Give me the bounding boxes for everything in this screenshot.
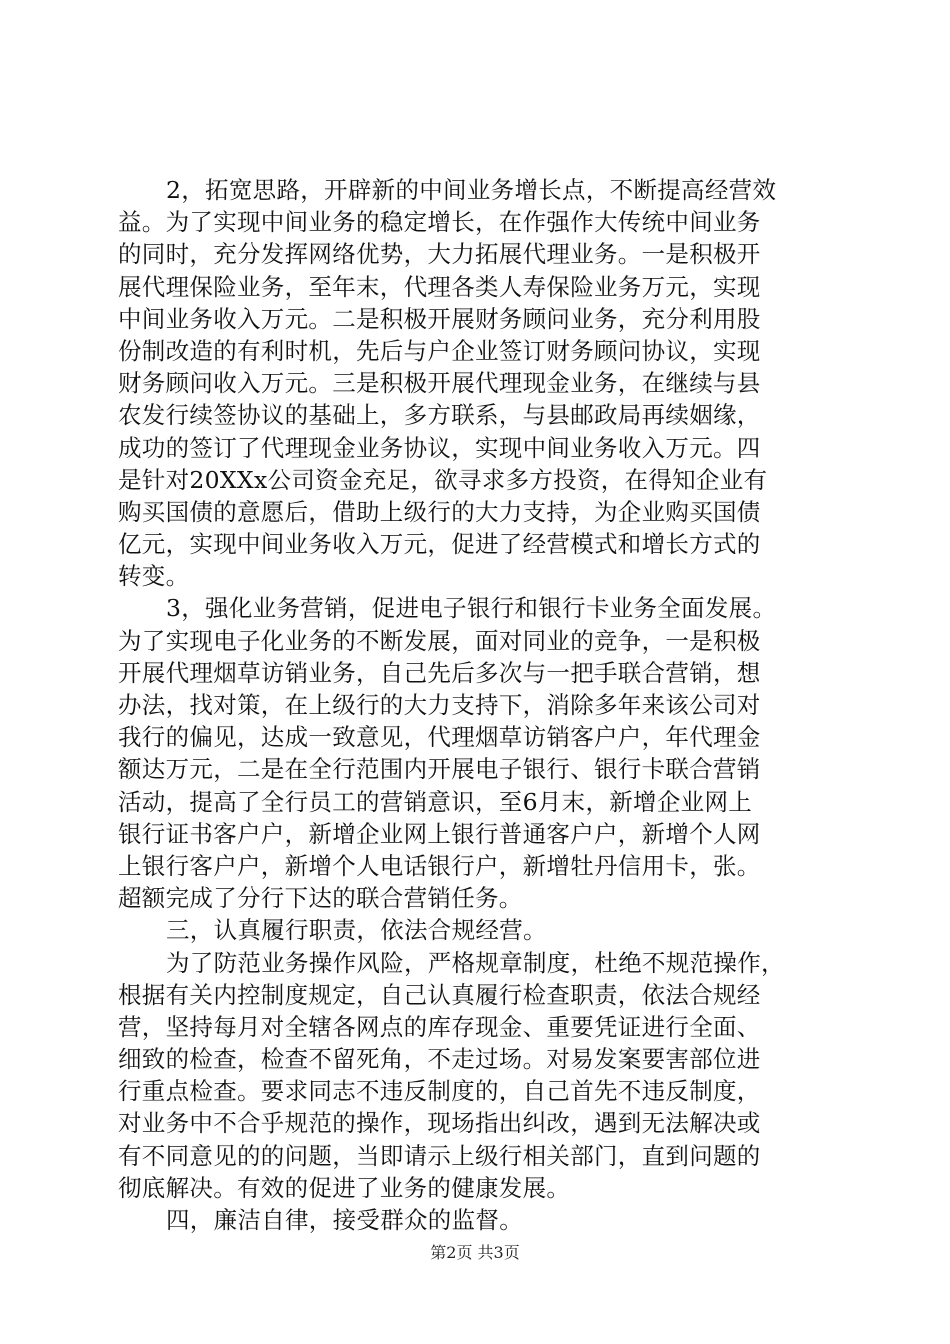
text-line: 行重点检查。要求同志不违反制度的，自己首先不违反制度， <box>118 1077 761 1106</box>
text-line: 办法，找对策，在上级行的大力支持下，消除多年来该公司对 <box>118 691 761 719</box>
text-line: 农发行续签协议的基础上，多方联系，与县邮政局再续姻缘， <box>118 401 761 430</box>
text-line: 活动，提高了全行员工的营销意识，至6月末，新增企业网上 <box>118 787 753 816</box>
text-line: 是针对20XXx公司资金充足，欲寻求多方投资，在得知企业有 <box>118 465 768 494</box>
text-line: 细致的检查，检查不留死角，不走过场。对易发案要害部位进 <box>118 1045 761 1074</box>
text-line: 银行证书客户户，新增企业网上银行普通客户户，新增个人网 <box>118 819 761 848</box>
text-line: 开展代理烟草访销业务，自己先后多次与一把手联合营销，想 <box>118 658 761 687</box>
text-line: 根据有关内控制度规定，自己认真履行检查职责，依法合规经 <box>118 980 761 1009</box>
text-line: 彻底解决。有效的促进了业务的健康发展。 <box>118 1173 571 1202</box>
text-line: 超额完成了分行下达的联合营销任务。 <box>118 884 523 913</box>
text-line: 有不同意见的的问题，当即请示上级行相关部门，直到问题的 <box>118 1141 761 1170</box>
text-line: 展代理保险业务，至年末，代理各类人寿保险业务万元，实现 <box>118 272 761 301</box>
section-heading: 四，廉洁自律，接受群众的监督。 <box>166 1206 523 1234</box>
text-line: 财务顾问收入万元。三是积极开展代理现金业务，在继续与县 <box>118 369 761 398</box>
text-line: 的同时，充分发挥网络优势，大力拓展代理业务。一是积极开 <box>118 240 761 269</box>
body-text <box>118 174 834 1236</box>
text-line: 营，坚持每月对全辖各网点的库存现金、重要凭证进行全面、 <box>118 1012 761 1041</box>
text-line: 为了防范业务操作风险，严格规章制度，杜绝不规范操作， <box>166 948 785 977</box>
text-line: 我行的偏见，达成一致意见，代理烟草访销客户户，年代理金 <box>118 723 761 752</box>
text-line: 购买国债的意愿后，借助上级行的大力支持，为企业购买国债 <box>118 497 761 526</box>
text-line: 上银行客户户，新增个人电话银行户，新增牡丹信用卡，张。 <box>118 851 761 880</box>
text-line: 份制改造的有利时机，先后与户企业签订财务顾问协议，实现 <box>118 336 761 365</box>
text-line: 成功的签订了代理现金业务协议，实现中间业务收入万元。四 <box>118 433 761 462</box>
text-line: 中间业务收入万元。二是积极开展财务顾问业务，充分利用股 <box>118 304 761 333</box>
text-line: 为了实现电子化业务的不断发展，面对同业的竞争，一是积极 <box>118 626 761 655</box>
section-heading: 三，认真履行职责，依法合规经营。 <box>166 916 547 945</box>
page-number: 第2页 共3页 <box>430 1243 520 1262</box>
text-line: 亿元，实现中间业务收入万元，促进了经营模式和增长方式的 <box>118 530 761 559</box>
text-line: 对业务中不合乎规范的操作，现场指出纠改，遇到无法解决或 <box>118 1109 761 1138</box>
text-line: 益。为了实现中间业务的稳定增长，在作强作大传统中间业务 <box>118 208 761 237</box>
text-line: 3，强化业务营销，促进电子银行和银行卡业务全面发展。 <box>166 594 777 623</box>
text-line: 额达万元，二是在全行范围内开展电子银行、银行卡联合营销 <box>118 755 761 784</box>
text-line: 2，拓宽思路，开辟新的中间业务增长点，不断提高经营效 <box>166 176 777 204</box>
text-line: 转变。 <box>118 562 190 591</box>
